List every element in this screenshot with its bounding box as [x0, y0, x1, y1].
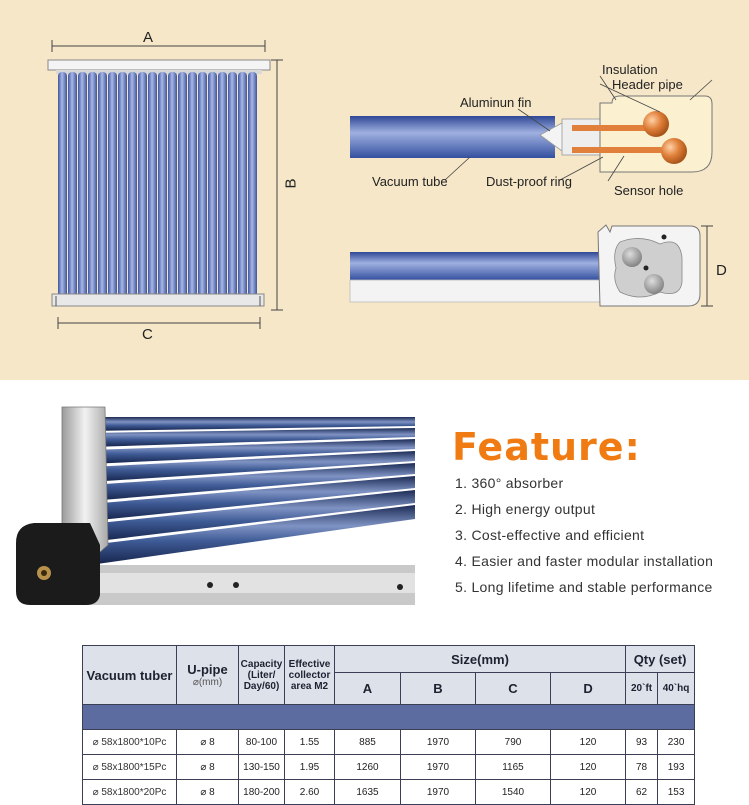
- header-vacuum-tuber: Vacuum tuber: [83, 646, 177, 705]
- cell-a: 1635: [335, 780, 401, 805]
- header-upipe-unit: ⌀(mm): [192, 677, 223, 688]
- feature-item: 3. Cost-effective and efficient: [455, 527, 645, 543]
- spec-table: [82, 645, 695, 805]
- cell-c: 1165: [476, 755, 551, 780]
- header-effective-area: Effective collector area M2: [285, 646, 335, 705]
- header-upipe-label: U-pipe: [187, 662, 228, 677]
- feature-list: [455, 470, 713, 600]
- header-size-b: B: [401, 673, 476, 705]
- table-separator: [83, 705, 695, 730]
- header-size-a: A: [335, 673, 401, 705]
- cell-q20: 78: [626, 755, 658, 780]
- table-row: [83, 755, 695, 780]
- dimension-a-label: A: [143, 29, 154, 46]
- cell-area: 1.55: [285, 730, 335, 755]
- cell-capacity: 80-100: [239, 730, 285, 755]
- separator-bar: [83, 705, 695, 730]
- cell-q40: 153: [658, 780, 695, 805]
- cell-capacity: 130-150: [239, 755, 285, 780]
- table-row: [83, 730, 695, 755]
- feature-title: Feature:: [452, 425, 641, 469]
- header-size: Size(mm): [335, 646, 626, 673]
- dimension-c-label: C: [142, 326, 153, 343]
- header-upipe: [177, 646, 239, 705]
- feature-item: 2. High energy output: [455, 501, 596, 517]
- cell-q20: 93: [626, 730, 658, 755]
- cell-b: 1970: [401, 755, 476, 780]
- aluminum-fin-label: Aluminun fin: [460, 95, 532, 110]
- cell-q40: 193: [658, 755, 695, 780]
- feature-item: 1. 360° absorber: [455, 475, 564, 491]
- cell-c: 1540: [476, 780, 551, 805]
- header-qty-40hq: 40`hq: [658, 673, 695, 705]
- cell-d: 120: [551, 780, 626, 805]
- insulation-label: Insulation: [602, 62, 658, 77]
- header-capacity: Capacity (Liter/ Day/60): [239, 646, 285, 705]
- cell-a: 1260: [335, 755, 401, 780]
- feature-item: 4. Easier and faster modular installation: [455, 553, 714, 569]
- vacuum-tubes: [58, 72, 257, 298]
- cell-upipe: ⌀ 8: [177, 755, 239, 780]
- cell-upipe: ⌀ 8: [177, 780, 239, 805]
- sensor-hole-label: Sensor hole: [614, 183, 684, 198]
- header-pipe-label: Header pipe: [612, 77, 683, 92]
- cell-capacity: 180-200: [239, 780, 285, 805]
- table-row: [83, 780, 695, 805]
- cell-b: 1970: [401, 730, 476, 755]
- cell-model: ⌀ 58x1800*10Pc: [83, 730, 177, 755]
- header-qty: Qty (set): [626, 646, 695, 673]
- cell-model: ⌀ 58x1800*15Pc: [83, 755, 177, 780]
- vacuum-tube-label: Vacuum tube: [372, 174, 448, 189]
- cell-model: ⌀ 58x1800*20Pc: [83, 780, 177, 805]
- cell-area: 2.60: [285, 780, 335, 805]
- cell-upipe: ⌀ 8: [177, 730, 239, 755]
- dimension-b-label: B: [282, 178, 300, 189]
- cell-a: 885: [335, 730, 401, 755]
- header-size-c: C: [476, 673, 551, 705]
- cell-c: 790: [476, 730, 551, 755]
- cell-d: 120: [551, 730, 626, 755]
- cell-d: 120: [551, 755, 626, 780]
- header-size-d: D: [551, 673, 626, 705]
- cell-b: 1970: [401, 780, 476, 805]
- cell-q40: 230: [658, 730, 695, 755]
- cell-area: 1.95: [285, 755, 335, 780]
- feature-item: 5. Long lifetime and stable performance: [455, 579, 713, 595]
- dimension-d-label: D: [716, 262, 727, 279]
- header-qty-20ft: 20`ft: [626, 673, 658, 705]
- dust-proof-ring-label: Dust-proof ring: [486, 174, 572, 189]
- product-photo: [0, 395, 420, 615]
- cell-q20: 62: [626, 780, 658, 805]
